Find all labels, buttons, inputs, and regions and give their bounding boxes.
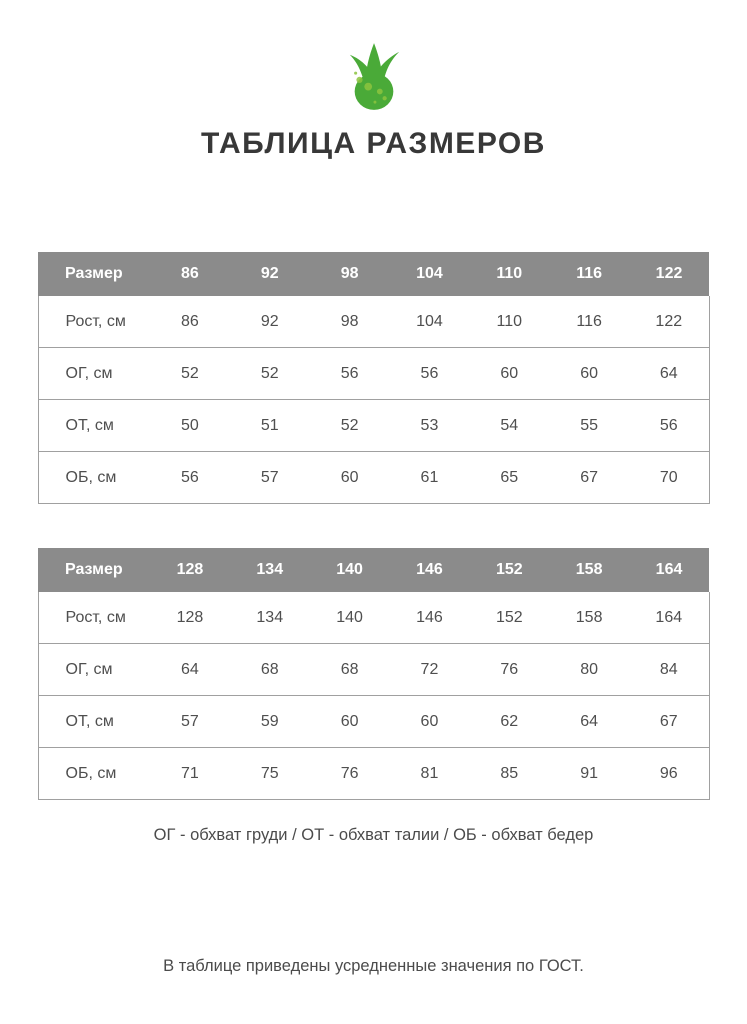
header-size-cell: 122 xyxy=(629,252,709,296)
table-row xyxy=(38,592,709,644)
size-table-header-row xyxy=(38,548,709,592)
measurement-value-cell: 52 xyxy=(310,400,390,452)
measurement-value-cell: 64 xyxy=(150,644,230,696)
table-row xyxy=(38,748,709,800)
header-size-cell: 164 xyxy=(629,548,709,592)
row-label-cell: Рост, см xyxy=(38,296,150,348)
measurement-value-cell: 122 xyxy=(629,296,709,348)
measurement-value-cell: 52 xyxy=(150,348,230,400)
gost-note: В таблице приведены усредненные значения по ГОСТ. xyxy=(163,957,584,975)
measurement-value-cell: 81 xyxy=(390,748,470,800)
measurement-value-cell: 140 xyxy=(310,592,390,644)
measurement-value-cell: 80 xyxy=(549,644,629,696)
measurement-value-cell: 98 xyxy=(310,296,390,348)
header-size-cell: 110 xyxy=(469,252,549,296)
measurement-value-cell: 75 xyxy=(230,748,310,800)
measurement-value-cell: 76 xyxy=(469,644,549,696)
measurement-value-cell: 67 xyxy=(629,696,709,748)
measurement-value-cell: 62 xyxy=(469,696,549,748)
measurement-value-cell: 116 xyxy=(549,296,629,348)
header-size-cell: 116 xyxy=(549,252,629,296)
header-size-cell: 86 xyxy=(150,252,230,296)
table-row xyxy=(38,400,709,452)
measurement-value-cell: 104 xyxy=(390,296,470,348)
measurement-value-cell: 70 xyxy=(629,452,709,504)
measurement-value-cell: 128 xyxy=(150,592,230,644)
measurement-value-cell: 54 xyxy=(469,400,549,452)
size-table-small-sizes xyxy=(38,252,710,504)
row-label-cell: ОГ, см xyxy=(38,644,150,696)
row-label-cell: Рост, см xyxy=(38,592,150,644)
measurement-value-cell: 91 xyxy=(549,748,629,800)
page-title: ТАБЛИЦА РАЗМЕРОВ xyxy=(201,127,546,160)
measurement-value-cell: 57 xyxy=(150,696,230,748)
row-label-cell: ОТ, см xyxy=(38,400,150,452)
header-size-cell: 146 xyxy=(390,548,470,592)
header-size-cell: 158 xyxy=(549,548,629,592)
measurement-value-cell: 51 xyxy=(230,400,310,452)
measurement-value-cell: 64 xyxy=(549,696,629,748)
size-table-header-row xyxy=(38,252,709,296)
measurement-value-cell: 56 xyxy=(150,452,230,504)
measurement-value-cell: 65 xyxy=(469,452,549,504)
table-row xyxy=(38,296,709,348)
measurement-value-cell: 96 xyxy=(629,748,709,800)
measurement-value-cell: 134 xyxy=(230,592,310,644)
measurement-value-cell: 50 xyxy=(150,400,230,452)
measurement-value-cell: 52 xyxy=(230,348,310,400)
row-label-cell: ОБ, см xyxy=(38,452,150,504)
measurement-value-cell: 56 xyxy=(310,348,390,400)
header-size-cell: 92 xyxy=(230,252,310,296)
measurement-value-cell: 85 xyxy=(469,748,549,800)
measurement-value-cell: 68 xyxy=(310,644,390,696)
plant-sprout-icon xyxy=(345,42,403,112)
measurement-value-cell: 146 xyxy=(390,592,470,644)
measurement-value-cell: 61 xyxy=(390,452,470,504)
measurement-value-cell: 110 xyxy=(469,296,549,348)
measurement-value-cell: 56 xyxy=(629,400,709,452)
table-row xyxy=(38,696,709,748)
header-size-cell: 134 xyxy=(230,548,310,592)
row-label-cell: ОТ, см xyxy=(38,696,150,748)
size-table-large-sizes xyxy=(38,548,710,800)
table-row xyxy=(38,644,709,696)
header-size-cell: 152 xyxy=(469,548,549,592)
header-size-cell: 128 xyxy=(150,548,230,592)
measurement-value-cell: 56 xyxy=(390,348,470,400)
measurement-value-cell: 64 xyxy=(629,348,709,400)
header-size-cell: 140 xyxy=(310,548,390,592)
measurement-value-cell: 60 xyxy=(549,348,629,400)
measurement-value-cell: 72 xyxy=(390,644,470,696)
measurement-value-cell: 92 xyxy=(230,296,310,348)
header-label-cell: Размер xyxy=(38,252,150,296)
measurement-value-cell: 57 xyxy=(230,452,310,504)
measurement-value-cell: 60 xyxy=(310,696,390,748)
measurement-value-cell: 76 xyxy=(310,748,390,800)
header-size-cell: 104 xyxy=(390,252,470,296)
measurement-value-cell: 67 xyxy=(549,452,629,504)
abbreviations-legend: ОГ - обхват груди / ОТ - обхват талии / ОБ - обхват бедер xyxy=(153,826,594,844)
table-row xyxy=(38,348,709,400)
table-row xyxy=(38,452,709,504)
header-size-cell: 98 xyxy=(310,252,390,296)
brand-logo xyxy=(0,0,747,112)
measurement-value-cell: 68 xyxy=(230,644,310,696)
measurement-value-cell: 86 xyxy=(150,296,230,348)
row-label-cell: ОГ, см xyxy=(38,348,150,400)
measurement-value-cell: 60 xyxy=(310,452,390,504)
measurement-value-cell: 59 xyxy=(230,696,310,748)
measurement-value-cell: 60 xyxy=(390,696,470,748)
measurement-value-cell: 53 xyxy=(390,400,470,452)
measurement-value-cell: 164 xyxy=(629,592,709,644)
measurement-value-cell: 71 xyxy=(150,748,230,800)
measurement-value-cell: 158 xyxy=(549,592,629,644)
header-label-cell: Размер xyxy=(38,548,150,592)
measurement-value-cell: 152 xyxy=(469,592,549,644)
row-label-cell: ОБ, см xyxy=(38,748,150,800)
measurement-value-cell: 55 xyxy=(549,400,629,452)
measurement-value-cell: 84 xyxy=(629,644,709,696)
measurement-value-cell: 60 xyxy=(469,348,549,400)
